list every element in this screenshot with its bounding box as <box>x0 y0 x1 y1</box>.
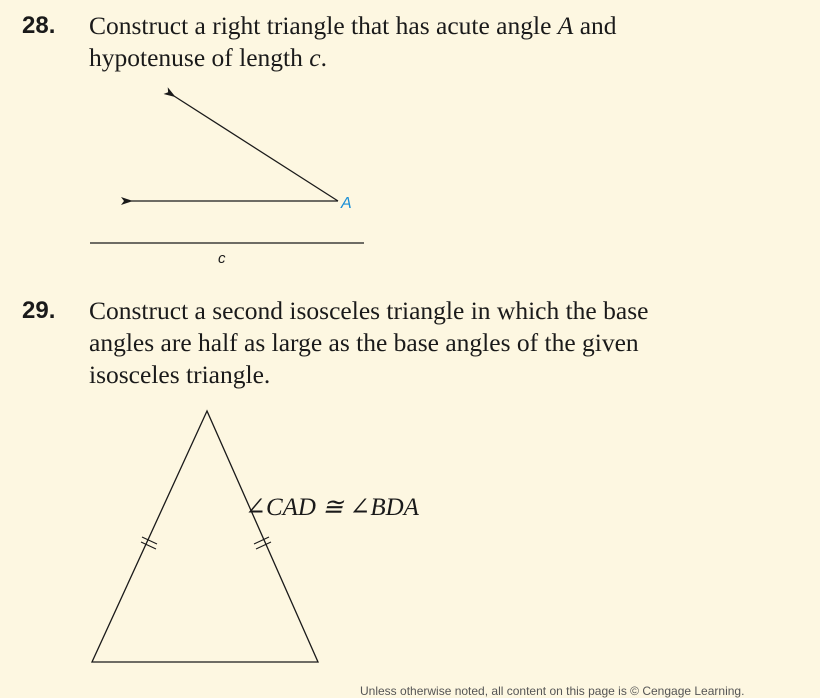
problem-28-line-2: hypotenuse of length c. <box>89 43 327 72</box>
problem-28-line-1: Construct a right triangle that has acute angle A and <box>89 11 617 40</box>
problem-29-number: 29. <box>22 297 56 324</box>
problem-28-number: 28. <box>22 12 56 39</box>
segment-c-label: c <box>218 250 226 267</box>
vertex-a-label: A <box>341 195 352 212</box>
isosceles-triangle-figure <box>92 411 420 662</box>
problem-29-line-1: Construct a second isosceles triangle in which the base <box>89 296 649 325</box>
angle-a-figure <box>131 96 352 212</box>
angle-upper-ray <box>174 96 338 201</box>
copyright-footer: Unless otherwise noted, all content on this page is © Cengage Learning. <box>360 684 745 698</box>
congruence-statement: ∠CAD ≅ ∠BDA <box>245 494 419 521</box>
problem-29-line-3: isosceles triangle. <box>89 360 271 389</box>
segment-c-figure <box>90 243 364 267</box>
length-variable: c <box>309 43 321 72</box>
right-side-tick-marks <box>254 537 271 549</box>
problem-29-line-2: angles are half as large as the base angles of the given <box>89 328 639 357</box>
angle-variable: A <box>557 11 574 40</box>
isosceles-triangle <box>92 411 318 662</box>
